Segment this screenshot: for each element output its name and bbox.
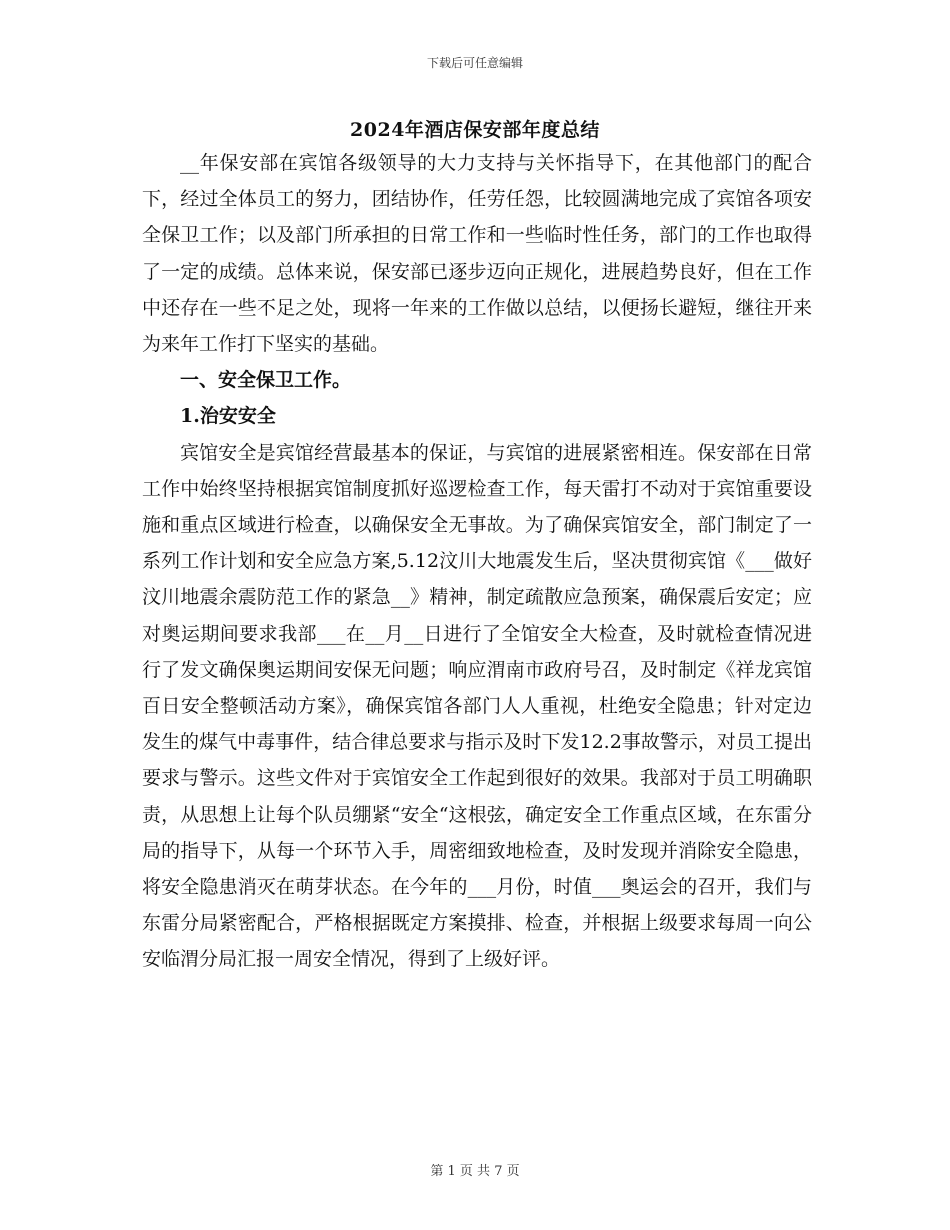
subsection-paragraph: 宾馆安全是宾馆经营最基本的保证，与宾馆的进展紧密相连。保安部在日常工作中始终坚持根据宾馆制度抓好巡逻检查工作，每天雷打不动对于宾馆重要设施和重点区域进行检查，以确保安全无事故。为了确保宾馆安全，部门制定了一系列工作计划和安全应急方案,5.12汶川大地震发生后，坚决贯彻宾馆《___做好汶川地震余震防范工作的紧急__》精神，制定疏散应急预案，确保震后安定；应对奥运期间要求我部___在__月__日进行了全馆安全大检查，及时就检查情况进行了发文确保奥运期间安保无问题；响应渭南市政府号召，及时制定《祥龙宾馆百日安全整顿活动方案》，确保宾馆各部门人人重视，杜绝安全隐患；针对定边发生的煤气中毒事件，结合律总要求与指示及时下发12.2事故警示，对员工提出要求与警示。这些文件对于宾馆安全工作起到很好的效果。我部对于员工明确职责，从思想上让每个队员绷紧“安全“这根弦，确定安全工作重点区域，在东雷分局的指导下，从每一个环节入手，周密细致地检查，及时发现并消除安全隐患，将安全隐患消灭在萌芽状态。在今年的___月份，时值___奥运会的召开，我们与东雷分局紧密配合，严格根据既定方案摸排、检查，并根据上级要求每周一向公安临渭分局汇报一周安全情况，得到了上级好评。 <box>142 441 812 971</box>
document-body <box>142 145 812 978</box>
page-number: 第 1 页 共 7 页 <box>430 1164 520 1179</box>
intro-paragraph: __年保安部在宾馆各级领导的大力支持与关怀指导下，在其他部门的配合下，经过全体员工的努力，团结协作，任劳任怨，比较圆满地完成了宾馆各项安全保卫工作；以及部门所承担的日常工作和一些临时性任务，部门的工作也取得了一定的成绩。总体来说，保安部已逐步迈向正规化，进展趋势良好，但在工作中还存在一些不足之处，现将一年来的工作做以总结，以便扬长避短，继往开来为来年工作打下坚实的基础。 <box>142 152 812 356</box>
document-title: 2024年酒店保安部年度总结 <box>350 119 600 141</box>
subsection-heading: 1.治安安全 <box>180 405 276 428</box>
section-heading: 一、安全保卫工作。 <box>180 369 352 392</box>
header-note: 下载后可任意编辑 <box>426 56 523 70</box>
